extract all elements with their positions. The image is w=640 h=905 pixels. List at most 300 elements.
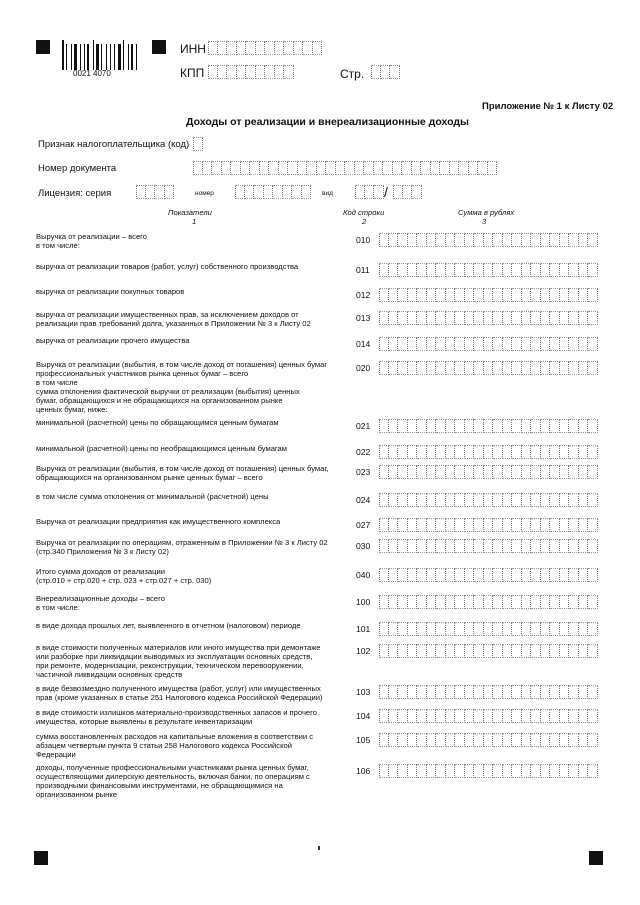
- input-cell[interactable]: [588, 764, 598, 778]
- input-cell[interactable]: [427, 644, 437, 658]
- input-cell[interactable]: [493, 568, 503, 582]
- row-amount-cells[interactable]: [379, 493, 598, 507]
- input-cell[interactable]: [455, 709, 465, 723]
- input-cell[interactable]: [484, 465, 494, 479]
- input-cell[interactable]: [484, 539, 494, 553]
- input-cell[interactable]: [398, 419, 408, 433]
- input-cell[interactable]: [541, 361, 551, 375]
- input-cell[interactable]: [398, 337, 408, 351]
- input-cell[interactable]: [569, 764, 579, 778]
- input-cell[interactable]: [522, 337, 532, 351]
- input-cell[interactable]: [484, 361, 494, 375]
- input-cell[interactable]: [379, 311, 389, 325]
- input-cell[interactable]: [398, 622, 408, 636]
- input-cell[interactable]: [417, 361, 427, 375]
- input-cell[interactable]: [569, 644, 579, 658]
- input-cell[interactable]: [389, 622, 399, 636]
- input-cell[interactable]: [588, 419, 598, 433]
- input-cell[interactable]: [550, 622, 560, 636]
- input-cell[interactable]: [254, 185, 264, 199]
- input-cell[interactable]: [417, 288, 427, 302]
- input-cell[interactable]: [493, 644, 503, 658]
- input-cell[interactable]: [522, 733, 532, 747]
- input-cell[interactable]: [269, 161, 279, 175]
- input-cell[interactable]: [531, 622, 541, 636]
- input-cell[interactable]: [379, 419, 389, 433]
- row-amount-cells[interactable]: [379, 539, 598, 553]
- input-cell[interactable]: [484, 337, 494, 351]
- input-cell[interactable]: [512, 709, 522, 723]
- input-cell[interactable]: [488, 161, 498, 175]
- input-cell[interactable]: [484, 568, 494, 582]
- input-cell[interactable]: [550, 709, 560, 723]
- input-cell[interactable]: [379, 595, 389, 609]
- input-cell[interactable]: [522, 445, 532, 459]
- input-cell[interactable]: [474, 233, 484, 247]
- input-cell[interactable]: [465, 361, 475, 375]
- input-cell[interactable]: [512, 622, 522, 636]
- input-cell[interactable]: [440, 161, 450, 175]
- input-cell[interactable]: [503, 733, 513, 747]
- input-cell[interactable]: [398, 493, 408, 507]
- input-cell[interactable]: [579, 337, 589, 351]
- input-cell[interactable]: [503, 311, 513, 325]
- input-cell[interactable]: [446, 263, 456, 277]
- input-cell[interactable]: [569, 337, 579, 351]
- input-cell[interactable]: [136, 185, 146, 199]
- input-cell[interactable]: [203, 161, 213, 175]
- input-cell[interactable]: [379, 288, 389, 302]
- input-cell[interactable]: [522, 361, 532, 375]
- input-cell[interactable]: [165, 185, 175, 199]
- row-amount-cells[interactable]: [379, 465, 598, 479]
- input-cell[interactable]: [408, 263, 418, 277]
- input-cell[interactable]: [427, 419, 437, 433]
- input-cell[interactable]: [522, 288, 532, 302]
- input-cell[interactable]: [588, 709, 598, 723]
- input-cell[interactable]: [579, 419, 589, 433]
- input-cell[interactable]: [427, 733, 437, 747]
- license-series-cells[interactable]: [136, 185, 174, 199]
- input-cell[interactable]: [417, 685, 427, 699]
- input-cell[interactable]: [398, 233, 408, 247]
- input-cell[interactable]: [398, 764, 408, 778]
- input-cell[interactable]: [512, 465, 522, 479]
- input-cell[interactable]: [474, 622, 484, 636]
- input-cell[interactable]: [560, 465, 570, 479]
- input-cell[interactable]: [550, 595, 560, 609]
- input-cell[interactable]: [531, 311, 541, 325]
- input-cell[interactable]: [436, 337, 446, 351]
- input-cell[interactable]: [408, 568, 418, 582]
- input-cell[interactable]: [408, 622, 418, 636]
- input-cell[interactable]: [436, 685, 446, 699]
- input-cell[interactable]: [541, 644, 551, 658]
- input-cell[interactable]: [446, 568, 456, 582]
- input-cell[interactable]: [569, 233, 579, 247]
- input-cell[interactable]: [550, 644, 560, 658]
- input-cell[interactable]: [503, 445, 513, 459]
- input-cell[interactable]: [493, 263, 503, 277]
- input-cell[interactable]: [512, 288, 522, 302]
- input-cell[interactable]: [436, 622, 446, 636]
- input-cell[interactable]: [427, 709, 437, 723]
- input-cell[interactable]: [474, 733, 484, 747]
- input-cell[interactable]: [427, 595, 437, 609]
- input-cell[interactable]: [531, 644, 541, 658]
- input-cell[interactable]: [427, 539, 437, 553]
- input-cell[interactable]: [427, 518, 437, 532]
- input-cell[interactable]: [307, 161, 317, 175]
- input-cell[interactable]: [531, 764, 541, 778]
- input-cell[interactable]: [484, 288, 494, 302]
- input-cell[interactable]: [512, 685, 522, 699]
- row-amount-cells[interactable]: [379, 622, 598, 636]
- input-cell[interactable]: [446, 493, 456, 507]
- input-cell[interactable]: [512, 733, 522, 747]
- input-cell[interactable]: [427, 685, 437, 699]
- input-cell[interactable]: [345, 161, 355, 175]
- input-cell[interactable]: [541, 622, 551, 636]
- input-cell[interactable]: [484, 685, 494, 699]
- input-cell[interactable]: [455, 288, 465, 302]
- input-cell[interactable]: [389, 518, 399, 532]
- input-cell[interactable]: [493, 709, 503, 723]
- input-cell[interactable]: [455, 337, 465, 351]
- input-cell[interactable]: [455, 419, 465, 433]
- input-cell[interactable]: [522, 263, 532, 277]
- input-cell[interactable]: [465, 311, 475, 325]
- input-cell[interactable]: [531, 733, 541, 747]
- input-cell[interactable]: [465, 539, 475, 553]
- input-cell[interactable]: [222, 161, 232, 175]
- input-cell[interactable]: [264, 185, 274, 199]
- input-cell[interactable]: [522, 622, 532, 636]
- input-cell[interactable]: [446, 445, 456, 459]
- input-cell[interactable]: [541, 465, 551, 479]
- input-cell[interactable]: [550, 233, 560, 247]
- input-cell[interactable]: [455, 518, 465, 532]
- input-cell[interactable]: [541, 311, 551, 325]
- input-cell[interactable]: [436, 361, 446, 375]
- input-cell[interactable]: [389, 568, 399, 582]
- input-cell[interactable]: [417, 445, 427, 459]
- input-cell[interactable]: [560, 361, 570, 375]
- input-cell[interactable]: [560, 733, 570, 747]
- input-cell[interactable]: [455, 733, 465, 747]
- input-cell[interactable]: [560, 709, 570, 723]
- input-cell[interactable]: [417, 311, 427, 325]
- input-cell[interactable]: [379, 709, 389, 723]
- input-cell[interactable]: [522, 518, 532, 532]
- input-cell[interactable]: [579, 622, 589, 636]
- input-cell[interactable]: [379, 622, 389, 636]
- input-cell[interactable]: [436, 288, 446, 302]
- input-cell[interactable]: [531, 337, 541, 351]
- input-cell[interactable]: [503, 539, 513, 553]
- input-cell[interactable]: [531, 419, 541, 433]
- input-cell[interactable]: [417, 568, 427, 582]
- input-cell[interactable]: [398, 685, 408, 699]
- input-cell[interactable]: [531, 263, 541, 277]
- input-cell[interactable]: [403, 185, 413, 199]
- input-cell[interactable]: [427, 764, 437, 778]
- input-cell[interactable]: [588, 685, 598, 699]
- input-cell[interactable]: [465, 622, 475, 636]
- row-amount-cells[interactable]: [379, 263, 598, 277]
- input-cell[interactable]: [465, 733, 475, 747]
- input-cell[interactable]: [484, 644, 494, 658]
- row-amount-cells[interactable]: [379, 764, 598, 778]
- input-cell[interactable]: [465, 419, 475, 433]
- input-cell[interactable]: [446, 419, 456, 433]
- input-cell[interactable]: [579, 733, 589, 747]
- input-cell[interactable]: [465, 685, 475, 699]
- input-cell[interactable]: [446, 337, 456, 351]
- input-cell[interactable]: [455, 263, 465, 277]
- input-cell[interactable]: [588, 233, 598, 247]
- input-cell[interactable]: [389, 445, 399, 459]
- input-cell[interactable]: [408, 685, 418, 699]
- input-cell[interactable]: [569, 288, 579, 302]
- input-cell[interactable]: [560, 568, 570, 582]
- input-cell[interactable]: [588, 311, 598, 325]
- input-cell[interactable]: [446, 733, 456, 747]
- input-cell[interactable]: [512, 595, 522, 609]
- input-cell[interactable]: [446, 233, 456, 247]
- input-cell[interactable]: [522, 233, 532, 247]
- input-cell[interactable]: [427, 288, 437, 302]
- input-cell[interactable]: [474, 311, 484, 325]
- input-cell[interactable]: [503, 518, 513, 532]
- input-cell[interactable]: [436, 644, 446, 658]
- input-cell[interactable]: [436, 709, 446, 723]
- input-cell[interactable]: [588, 644, 598, 658]
- row-amount-cells[interactable]: [379, 644, 598, 658]
- input-cell[interactable]: [436, 263, 446, 277]
- input-cell[interactable]: [550, 445, 560, 459]
- input-cell[interactable]: [579, 644, 589, 658]
- input-cell[interactable]: [417, 539, 427, 553]
- input-cell[interactable]: [560, 518, 570, 532]
- input-cell[interactable]: [560, 595, 570, 609]
- input-cell[interactable]: [436, 733, 446, 747]
- input-cell[interactable]: [588, 361, 598, 375]
- input-cell[interactable]: [193, 161, 203, 175]
- input-cell[interactable]: [588, 465, 598, 479]
- input-cell[interactable]: [522, 419, 532, 433]
- input-cell[interactable]: [493, 445, 503, 459]
- input-cell[interactable]: [398, 465, 408, 479]
- input-cell[interactable]: [512, 263, 522, 277]
- input-cell[interactable]: [408, 764, 418, 778]
- input-cell[interactable]: [560, 233, 570, 247]
- input-cell[interactable]: [389, 311, 399, 325]
- input-cell[interactable]: [512, 361, 522, 375]
- input-cell[interactable]: [326, 161, 336, 175]
- input-cell[interactable]: [512, 764, 522, 778]
- input-cell[interactable]: [484, 622, 494, 636]
- input-cell[interactable]: [493, 419, 503, 433]
- input-cell[interactable]: [455, 465, 465, 479]
- input-cell[interactable]: [389, 288, 399, 302]
- input-cell[interactable]: [474, 361, 484, 375]
- input-cell[interactable]: [398, 539, 408, 553]
- row-amount-cells[interactable]: [379, 568, 598, 582]
- input-cell[interactable]: [469, 161, 479, 175]
- input-cell[interactable]: [427, 311, 437, 325]
- input-cell[interactable]: [427, 568, 437, 582]
- input-cell[interactable]: [427, 337, 437, 351]
- input-cell[interactable]: [531, 233, 541, 247]
- input-cell[interactable]: [531, 361, 541, 375]
- input-cell[interactable]: [398, 568, 408, 582]
- input-cell[interactable]: [541, 288, 551, 302]
- input-cell[interactable]: [408, 733, 418, 747]
- input-cell[interactable]: [493, 233, 503, 247]
- input-cell[interactable]: [389, 709, 399, 723]
- input-cell[interactable]: [383, 161, 393, 175]
- input-cell[interactable]: [512, 539, 522, 553]
- input-cell[interactable]: [550, 263, 560, 277]
- input-cell[interactable]: [579, 685, 589, 699]
- input-cell[interactable]: [550, 539, 560, 553]
- input-cell[interactable]: [455, 233, 465, 247]
- input-cell[interactable]: [250, 161, 260, 175]
- input-cell[interactable]: [465, 644, 475, 658]
- input-cell[interactable]: [379, 685, 389, 699]
- license-type-cells-a[interactable]: [355, 185, 384, 199]
- input-cell[interactable]: [550, 288, 560, 302]
- input-cell[interactable]: [560, 419, 570, 433]
- input-cell[interactable]: [522, 685, 532, 699]
- input-cell[interactable]: [465, 288, 475, 302]
- row-amount-cells[interactable]: [379, 595, 598, 609]
- row-amount-cells[interactable]: [379, 445, 598, 459]
- input-cell[interactable]: [474, 764, 484, 778]
- input-cell[interactable]: [569, 539, 579, 553]
- input-cell[interactable]: [493, 288, 503, 302]
- input-cell[interactable]: [503, 644, 513, 658]
- input-cell[interactable]: [512, 518, 522, 532]
- input-cell[interactable]: [541, 539, 551, 553]
- input-cell[interactable]: [355, 161, 365, 175]
- input-cell[interactable]: [550, 311, 560, 325]
- input-cell[interactable]: [550, 419, 560, 433]
- input-cell[interactable]: [550, 568, 560, 582]
- input-cell[interactable]: [503, 263, 513, 277]
- input-cell[interactable]: [389, 764, 399, 778]
- input-cell[interactable]: [455, 764, 465, 778]
- input-cell[interactable]: [455, 644, 465, 658]
- input-cell[interactable]: [245, 185, 255, 199]
- input-cell[interactable]: [484, 709, 494, 723]
- input-cell[interactable]: [459, 161, 469, 175]
- input-cell[interactable]: [379, 445, 389, 459]
- input-cell[interactable]: [408, 493, 418, 507]
- input-cell[interactable]: [455, 622, 465, 636]
- input-cell[interactable]: [465, 263, 475, 277]
- input-cell[interactable]: [465, 709, 475, 723]
- input-cell[interactable]: [436, 568, 446, 582]
- input-cell[interactable]: [550, 764, 560, 778]
- input-cell[interactable]: [541, 568, 551, 582]
- input-cell[interactable]: [379, 568, 389, 582]
- input-cell[interactable]: [402, 161, 412, 175]
- input-cell[interactable]: [493, 465, 503, 479]
- input-cell[interactable]: [465, 518, 475, 532]
- input-cell[interactable]: [446, 764, 456, 778]
- input-cell[interactable]: [560, 311, 570, 325]
- input-cell[interactable]: [503, 709, 513, 723]
- input-cell[interactable]: [493, 622, 503, 636]
- input-cell[interactable]: [541, 337, 551, 351]
- input-cell[interactable]: [503, 419, 513, 433]
- input-cell[interactable]: [569, 361, 579, 375]
- input-cell[interactable]: [522, 764, 532, 778]
- taxpayer-code-cell[interactable]: [193, 137, 203, 151]
- input-cell[interactable]: [408, 595, 418, 609]
- input-cell[interactable]: [588, 288, 598, 302]
- input-cell[interactable]: [512, 311, 522, 325]
- input-cell[interactable]: [417, 764, 427, 778]
- input-cell[interactable]: [389, 493, 399, 507]
- input-cell[interactable]: [569, 568, 579, 582]
- input-cell[interactable]: [569, 419, 579, 433]
- input-cell[interactable]: [560, 263, 570, 277]
- input-cell[interactable]: [569, 311, 579, 325]
- input-cell[interactable]: [588, 263, 598, 277]
- input-cell[interactable]: [541, 518, 551, 532]
- input-cell[interactable]: [588, 493, 598, 507]
- input-cell[interactable]: [379, 465, 389, 479]
- input-cell[interactable]: [541, 445, 551, 459]
- input-cell[interactable]: [579, 568, 589, 582]
- input-cell[interactable]: [436, 539, 446, 553]
- input-cell[interactable]: [484, 595, 494, 609]
- input-cell[interactable]: [512, 644, 522, 658]
- input-cell[interactable]: [474, 595, 484, 609]
- input-cell[interactable]: [408, 644, 418, 658]
- input-cell[interactable]: [193, 137, 203, 151]
- input-cell[interactable]: [417, 644, 427, 658]
- input-cell[interactable]: [569, 685, 579, 699]
- input-cell[interactable]: [522, 465, 532, 479]
- input-cell[interactable]: [579, 465, 589, 479]
- input-cell[interactable]: [579, 764, 589, 778]
- input-cell[interactable]: [398, 644, 408, 658]
- input-cell[interactable]: [398, 288, 408, 302]
- input-cell[interactable]: [512, 445, 522, 459]
- input-cell[interactable]: [365, 185, 375, 199]
- input-cell[interactable]: [288, 161, 298, 175]
- input-cell[interactable]: [398, 733, 408, 747]
- input-cell[interactable]: [436, 493, 446, 507]
- input-cell[interactable]: [412, 161, 422, 175]
- row-amount-cells[interactable]: [379, 685, 598, 699]
- input-cell[interactable]: [493, 733, 503, 747]
- input-cell[interactable]: [579, 445, 589, 459]
- input-cell[interactable]: [493, 764, 503, 778]
- input-cell[interactable]: [531, 288, 541, 302]
- input-cell[interactable]: [531, 709, 541, 723]
- input-cell[interactable]: [493, 361, 503, 375]
- input-cell[interactable]: [569, 445, 579, 459]
- input-cell[interactable]: [279, 161, 289, 175]
- input-cell[interactable]: [503, 595, 513, 609]
- input-cell[interactable]: [550, 518, 560, 532]
- input-cell[interactable]: [431, 161, 441, 175]
